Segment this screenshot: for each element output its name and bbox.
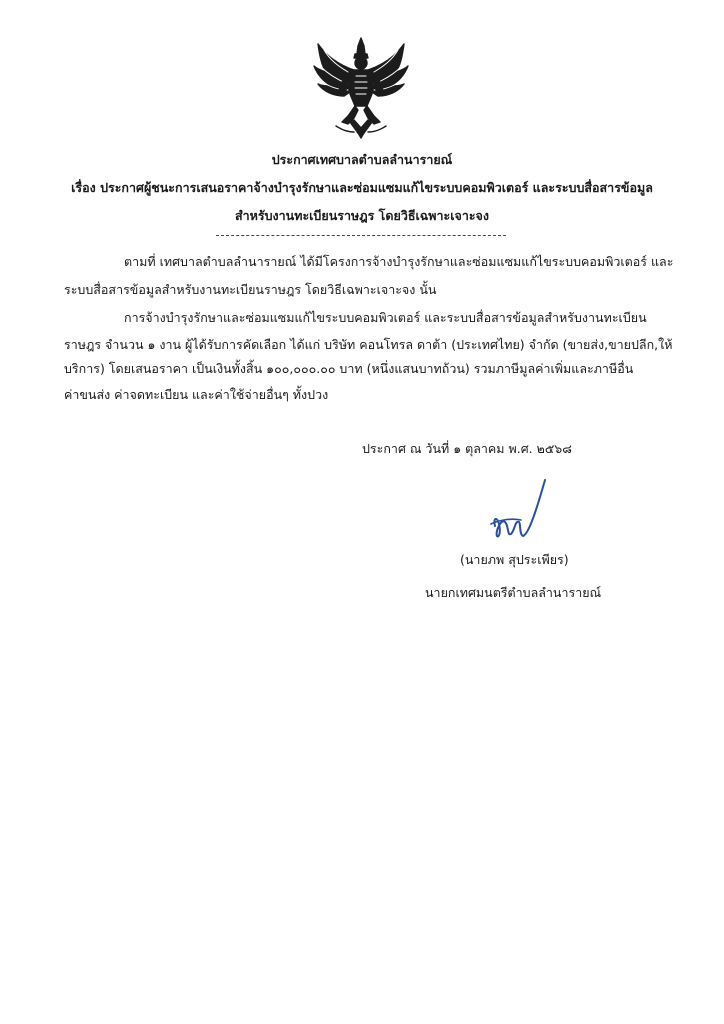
paragraph-1-line-1: ตามที่ เทศบาลตำบลลำนารายณ์ ได้มีโครงการจ้างบำรุงรักษาและซ่อมแซมแก้ไขระบบคอมพิวเตอร์ และ bbox=[124, 254, 674, 269]
paragraph-2-line-2: ราษฎร จำนวน ๑ งาน ผู้ได้รับการคัดเลือก ได้แก่ บริษัท คอนโทรล ดาต้า (ประเทศไทย) จำกัด (ขายส่ง,ขายปลีก,ให้ bbox=[64, 337, 673, 352]
paragraph-2-line-1: การจ้างบำรุงรักษาและซ่อมแซมแก้ไขระบบคอมพิวเตอร์ และระบบสื่อสารข้อมูลสำหรับงานทะเบียน bbox=[124, 310, 647, 325]
paragraph-1-line-2: ระบบสื่อสารข้อมูลสำหรับงานทะเบียนราษฎร โดยวิธีเฉพาะเจาะจง นั้น bbox=[64, 282, 437, 297]
handwritten-signature-icon bbox=[475, 474, 565, 554]
paragraph-2-line-4: ค่าขนส่ง ค่าจดทะเบียน และค่าใช้จ่ายอื่นๆ ทั้งปวง bbox=[64, 387, 329, 402]
paragraph-2-line-3: บริการ) โดยเสนอราคา เป็นเงินทั้งสิ้น ๑๐๐,๐๐๐.๐๐ บาท (หนึ่งแสนบาทถ้วน) รวมภาษีมูลค่าเพิ่มและภาษีอื่น bbox=[64, 361, 634, 376]
announcement-date: ประกาศ ณ วันที่ ๑ ตุลาคม พ.ศ. ๒๕๖๘ bbox=[362, 441, 572, 456]
subject-line-1: เรื่อง ประกาศผู้ชนะการเสนอราคาจ้างบำรุงรักษาและซ่อมแซมแก้ไขระบบคอมพิวเตอร์ และระบบสื่อสารข้อมูล bbox=[71, 180, 653, 195]
garuda-emblem-icon bbox=[312, 36, 410, 140]
subject-line-2: สำหรับงานทะเบียนราษฎร โดยวิธีเฉพาะเจาะจง bbox=[235, 208, 489, 223]
signer-position: นายกเทศมนตรีตำบลลำนารายณ์ bbox=[425, 585, 602, 600]
organization-announcement-title: ประกาศเทศบาลตำบลลำนารายณ์ bbox=[271, 152, 453, 167]
signer-name: (นายภพ สุประเพียร) bbox=[460, 552, 569, 567]
header-divider bbox=[216, 235, 506, 236]
